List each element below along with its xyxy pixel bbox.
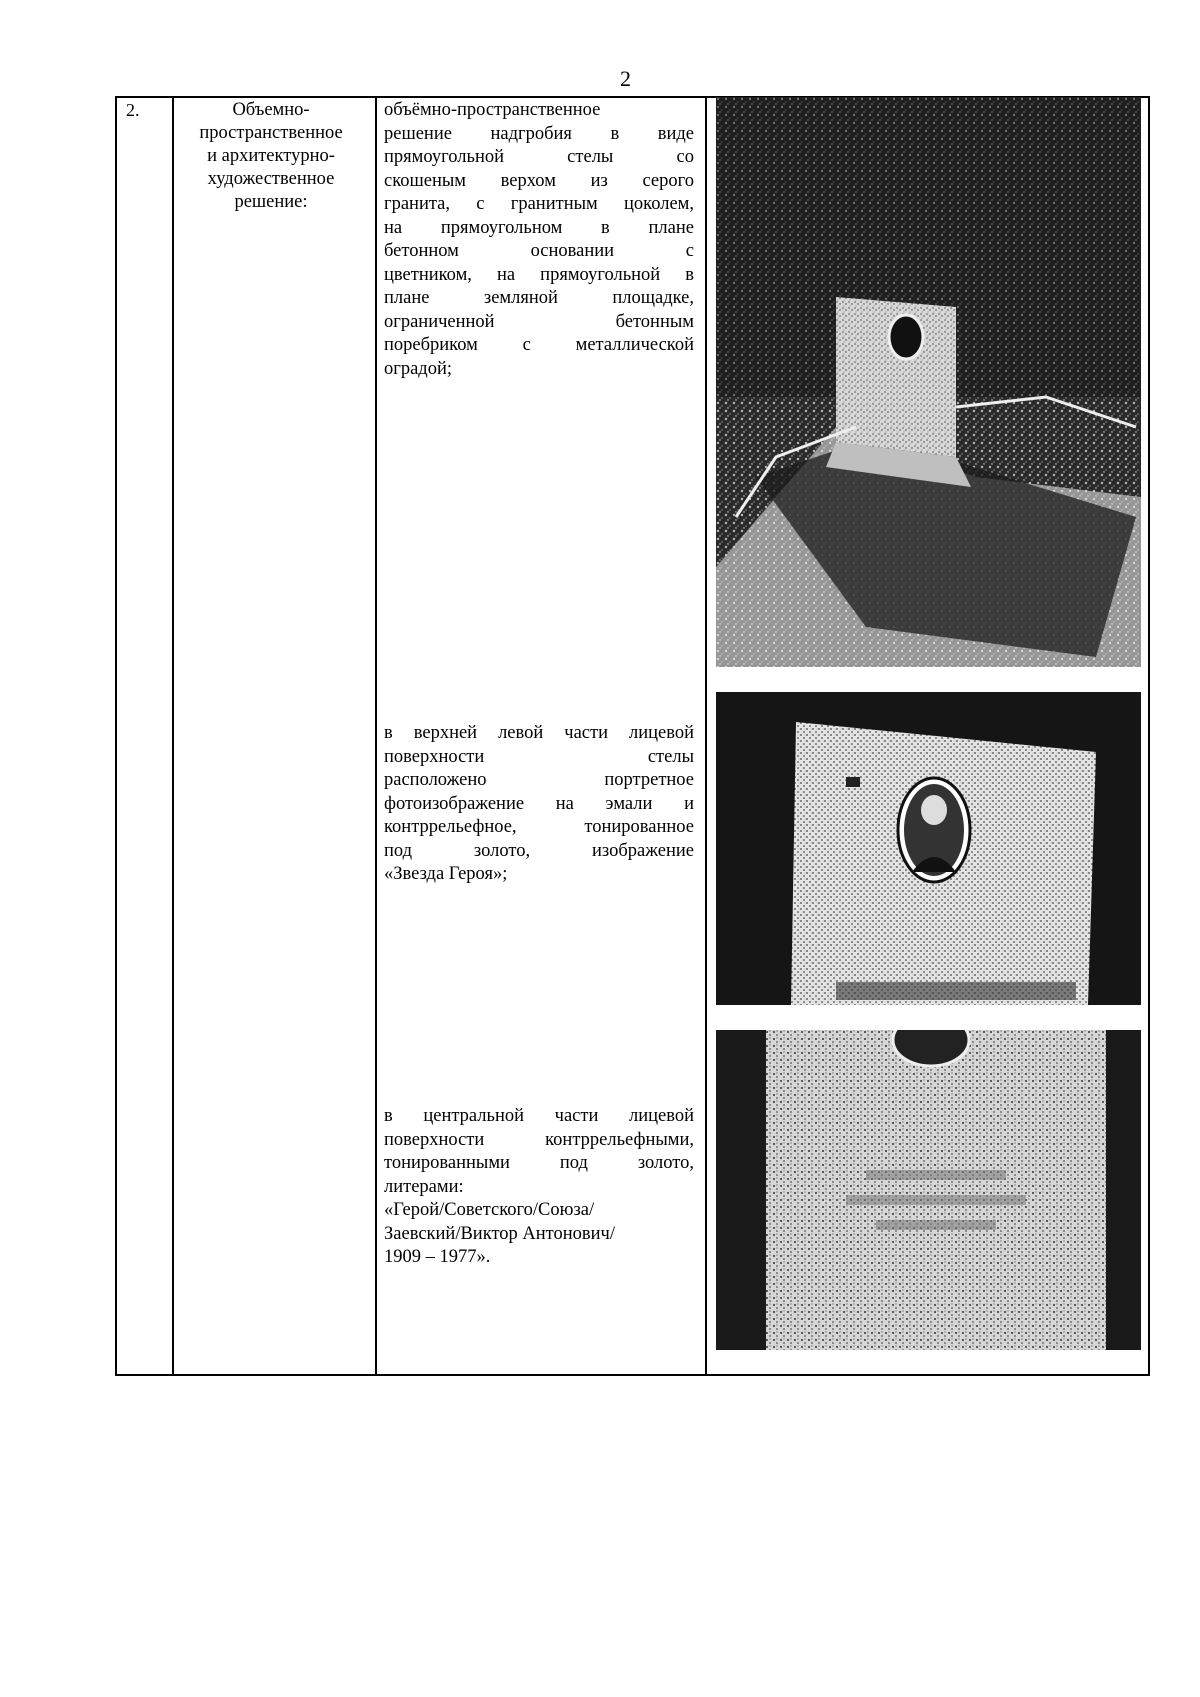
desc-line: ограниченной бетонным xyxy=(384,311,694,332)
table-left-border xyxy=(115,96,117,1376)
table-bottom-border xyxy=(115,1374,1150,1376)
desc-line: под золото, изображение xyxy=(384,840,694,861)
desc-line: в центральной части лицевой xyxy=(384,1106,694,1126)
desc-line: цветником, на прямоугольной в xyxy=(384,264,694,285)
row-heading-line: решение: xyxy=(234,192,308,212)
desc-line: литерами: xyxy=(384,1176,464,1197)
row-heading-line: и архитектурно- xyxy=(207,146,335,166)
desc-line: гранита, с гранитным цоколем, xyxy=(384,194,694,214)
desc-line: оградой; xyxy=(384,358,453,379)
desc-line: 1909 – 1977». xyxy=(384,1247,491,1267)
desc-line: фотоизображение на эмали и xyxy=(384,793,694,814)
row-heading-line: пространственное xyxy=(199,123,343,143)
desc-line: в верхней левой части лицевой xyxy=(384,723,694,743)
desc-line: контррельефное, тонированное xyxy=(384,817,694,837)
row-heading-line: художественное xyxy=(207,169,335,189)
desc-line: поверхности стелы xyxy=(384,746,694,767)
row-number: 2. xyxy=(126,100,140,120)
monument-overview-photo xyxy=(716,97,1141,667)
column-divider-1 xyxy=(172,96,174,1376)
description-block-portrait xyxy=(384,722,694,887)
desc-line: «Герой/Советского/Союза/ xyxy=(384,1200,595,1220)
stele-inscription-photo xyxy=(716,1030,1141,1350)
desc-line: на прямоугольном в плане xyxy=(384,217,694,238)
description-block-inscription xyxy=(384,1105,694,1270)
desc-line: «Звезда Героя»; xyxy=(384,864,508,884)
table-right-border xyxy=(1148,96,1150,1376)
description-block-general xyxy=(384,99,694,381)
desc-line: Заевский/Виктор Антонович/ xyxy=(384,1223,615,1244)
desc-line: плане земляной площадке, xyxy=(384,288,694,308)
page-number: 2 xyxy=(620,66,631,91)
desc-line: объёмно-пространственное xyxy=(384,100,601,120)
column-divider-2 xyxy=(375,96,377,1376)
desc-line: поребриком с металлической xyxy=(384,335,694,355)
desc-line: тонированными под золото, xyxy=(384,1153,694,1173)
desc-line: расположено портретное xyxy=(384,770,694,790)
stele-portrait-photo xyxy=(716,692,1141,1005)
row-heading xyxy=(172,99,370,214)
desc-line: бетонном основании с xyxy=(384,241,694,261)
desc-line: прямоугольной стелы со xyxy=(384,147,694,167)
desc-line: поверхности контррельефными, xyxy=(384,1129,694,1150)
desc-line: скошеным верхом из серого xyxy=(384,170,694,191)
row-heading-line: Объемно- xyxy=(232,100,310,120)
column-divider-3 xyxy=(705,96,707,1376)
desc-line: решение надгробия в виде xyxy=(384,123,694,144)
